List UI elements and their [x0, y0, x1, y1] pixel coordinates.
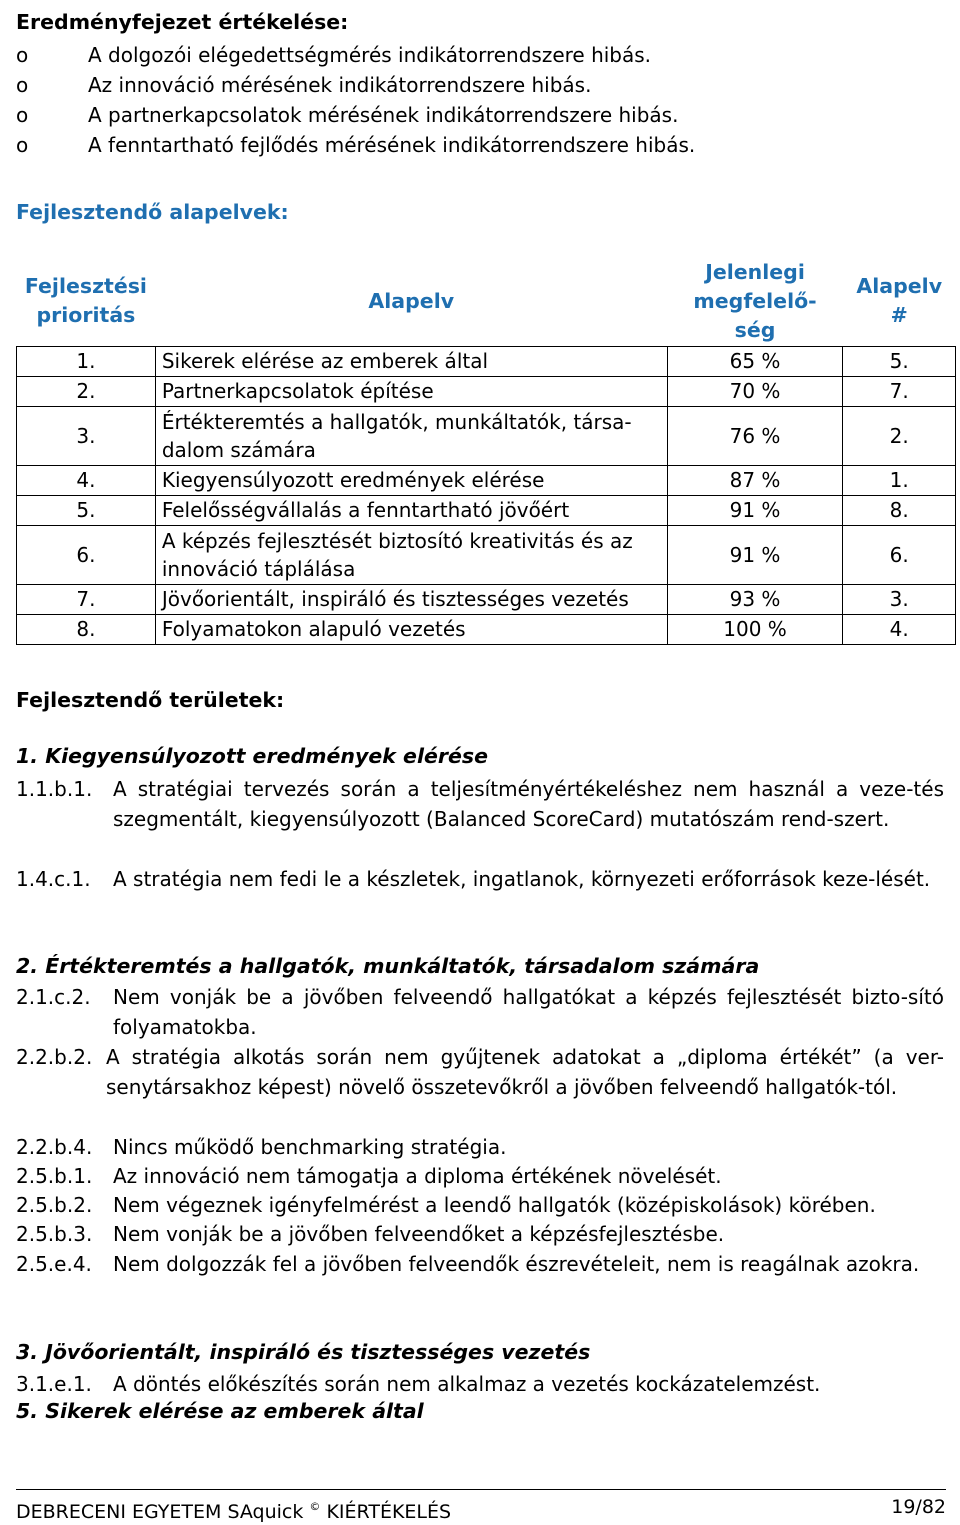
principles-title: Fejlesztendő alapelvek: [16, 200, 289, 224]
list-item [16, 1161, 944, 1191]
header-priority: Fejlesztési prioritás [24, 274, 147, 327]
list-item [16, 1249, 944, 1279]
section-heading: 1. Kiegyensúlyozott eredmények elérése [16, 744, 489, 768]
entry-text: Nem végeznek igényfelmérést a leendő hallgatók (középiskolások) körében. [113, 1193, 876, 1217]
entry-text: Az innováció nem támogatja a diploma értékének növelését. [113, 1164, 722, 1188]
list-item [16, 1369, 944, 1399]
list-item: o A partnerkapcsolatok mérésének indikátorrendszere hibás. [16, 100, 695, 130]
entry-code: 1.4.c.1. [16, 867, 91, 891]
table-row: 1. Sikerek elérése az emberek által 65 % 5. [17, 347, 956, 377]
list-item [16, 1132, 944, 1162]
bullet: o [16, 103, 29, 127]
bullet: o [16, 73, 29, 97]
page-number: 19/82 [891, 1496, 946, 1518]
entry-code: 2.1.c.2. [16, 985, 91, 1009]
table-row: 7. Jövőorientált, inspiráló és tisztességes vezetés 93 % 3. [17, 585, 956, 615]
page-footer [16, 1489, 946, 1523]
list-item [16, 864, 944, 894]
evaluation-list [16, 40, 695, 160]
table-header-row [17, 256, 956, 347]
entry-text: Nincs működő benchmarking stratégia. [113, 1135, 507, 1159]
entry-text: A stratégiai tervezés során a teljesítményértékeléshez nem használ a veze-tés szegmentált, kiegyensúlyozott (Balanced ScoreCard) mutatószám rend-szert. [113, 777, 944, 831]
footer-title: DEBRECENI EGYETEM SAquick © KIÉRTÉKELÉS [16, 1500, 452, 1523]
entry-text: Nem dolgozzák fel a jövőben felveendők észrevételeit, nem is reagálnak azokra. [113, 1252, 920, 1276]
entry-text: A stratégia nem fedi le a készletek, ingatlanok, környezeti erőforrások keze-lését. [113, 867, 931, 891]
table-row: 3. Értékteremtés a hallgatók, munkáltatók, társa- dalom számára 76 % 2. [17, 407, 956, 466]
list-item [16, 1042, 944, 1102]
copyright-mark: © [309, 1500, 321, 1513]
header-principle-number: Alapelv # [856, 274, 943, 327]
principles-table [16, 256, 956, 645]
list-item: o A dolgozói elégedettségmérés indikátorrendszere hibás. [16, 40, 695, 70]
list-item [16, 1219, 944, 1249]
list-item [16, 982, 944, 1042]
areas-title: Fejlesztendő területek: [16, 688, 285, 712]
bullet: o [16, 43, 29, 67]
table-row: 8. Folyamatokon alapuló vezetés 100 % 4. [17, 615, 956, 645]
entry-code: 3.1.e.1. [16, 1372, 92, 1396]
entry-text: A stratégia alkotás során nem gyűjtenek adatokat a „diploma értékét” (a ver-senytársakhoz képest) növelő összetevőkről a jövőben felveendő hallgatók-tól. [106, 1045, 944, 1099]
entry-code: 1.1.b.1. [16, 777, 93, 801]
bullet: o [16, 133, 29, 157]
table-row: 2. Partnerkapcsolatok építése 70 % 7. [17, 377, 956, 407]
entry-code: 2.5.e.4. [16, 1252, 92, 1276]
entry-code: 2.2.b.2. [16, 1045, 93, 1069]
list-item: o Az innováció mérésének indikátorrendszere hibás. [16, 70, 695, 100]
table-row: 6. A képzés fejlesztését biztosító kreativitás és az innováció táplálása 91 % 6. [17, 526, 956, 585]
table-row: 5. Felelősségvállalás a fenntartható jövőért 91 % 8. [17, 496, 956, 526]
entry-code: 2.5.b.1. [16, 1164, 93, 1188]
table-row: 4. Kiegyensúlyozott eredmények elérése 87 % 1. [17, 466, 956, 496]
section-heading: 5. Sikerek elérése az emberek által [16, 1399, 424, 1423]
entry-code: 2.5.b.3. [16, 1222, 93, 1246]
list-item [16, 1190, 944, 1220]
list-item [16, 774, 944, 834]
list-item: o A fenntartható fejlődés mérésének indikátorrendszere hibás. [16, 130, 695, 160]
header-compliance: Jelenlegi megfelelő- ség [693, 259, 817, 342]
section-heading: 2. Értékteremtés a hallgatók, munkáltatók, társadalom számára [16, 954, 760, 978]
entry-text: Nem vonják be a jövőben felveendő hallgatókat a képzés fejlesztését bizto-sító folyamatokba. [113, 985, 944, 1039]
evaluation-title: Eredményfejezet értékelése: [16, 10, 349, 34]
header-principle: Alapelv [368, 288, 455, 313]
entry-code: 2.5.b.2. [16, 1193, 93, 1217]
entry-text: A döntés előkészítés során nem alkalmaz a vezetés kockázatelemzést. [113, 1372, 821, 1396]
entry-code: 2.2.b.4. [16, 1135, 93, 1159]
section-heading: 3. Jövőorientált, inspiráló és tisztességes vezetés [16, 1340, 591, 1364]
entry-text: Nem vonják be a jövőben felveendőket a képzésfejlesztésbe. [113, 1222, 725, 1246]
